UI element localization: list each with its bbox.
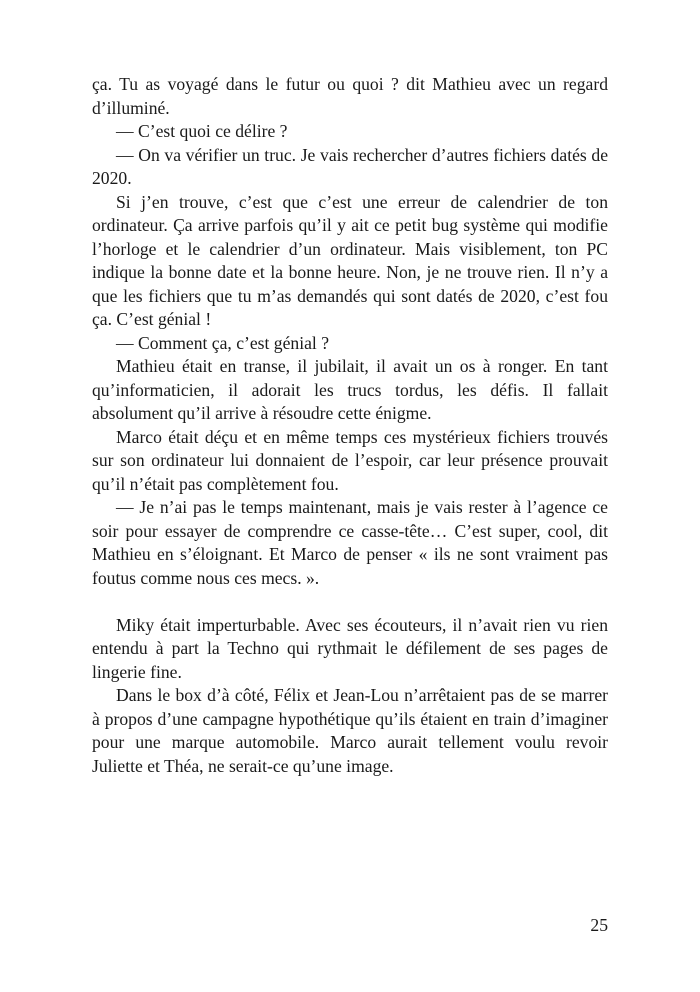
page-number: 25 bbox=[590, 915, 608, 935]
paragraph: Si j’en trouve, c’est que c’est une erreur de calendrier de ton ordinateur. Ça arrive parfois qu’il y ait ce petit bug système qui modifie l’horloge et le calendrier d’un ordinateur. Mais visiblement, ton PC indique la bonne date et la bonne heure. Non, je ne trouve rien. Il n’y a que les fichiers que tu m’as demandés qui sont datés de 2020, c’est fou ça. C’est génial ! bbox=[92, 191, 608, 329]
paragraph-dialogue: — Comment ça, c’est génial ? bbox=[116, 332, 330, 353]
body-text bbox=[92, 73, 608, 778]
paragraph-dialogue: — Je n’ai pas le temps maintenant, mais je vais rester à l’agence ce soir pour essayer de comprendre ce casse-tête… C’est super, cool, dit Mathieu en s’éloignant. Et Marco de penser « ils ne sont vraiment pas foutus comme nous ces mecs. ». bbox=[92, 497, 608, 588]
paragraph-dialogue: — On va vérifier un truc. Je vais rechercher d’autres fichiers datés de 2020. bbox=[92, 144, 608, 188]
section-break bbox=[92, 590, 608, 614]
paragraph: Marco était déçu et en même temps ces mystérieux fichiers trouvés sur son ordinateur lui donnaient de l’espoir, car leur présence prouvait qu’il n’était pas complètement fou. bbox=[92, 426, 608, 494]
paragraph: Mathieu était en transe, il jubilait, il avait un os à ronger. En tant qu’informaticien, il adorait les trucs tordus, les défis. Il fallait absolument qu’il arrive à résoudre cette énigme. bbox=[92, 356, 608, 423]
paragraph-continuation: ça. Tu as voyagé dans le futur ou quoi ? dit Mathieu avec un regard d’illuminé. bbox=[92, 74, 608, 118]
paragraph: Dans le box d’à côté, Félix et Jean-Lou n’arrêtaient pas de se marrer à propos d’une campagne hypothétique qu’ils étaient en train d’imaginer pour une marque automobile. Marco aurait tellement voulu revoir Juliette et Théa, ne serait-ce qu’une image. bbox=[92, 685, 608, 776]
paragraph-dialogue: — C’est quoi ce délire ? bbox=[116, 121, 288, 141]
paragraph: Miky était imperturbable. Avec ses écouteurs, il n’avait rien vu rien entendu à part la Techno qui rythmait le défilement de ses pages de lingerie fine. bbox=[92, 614, 608, 682]
